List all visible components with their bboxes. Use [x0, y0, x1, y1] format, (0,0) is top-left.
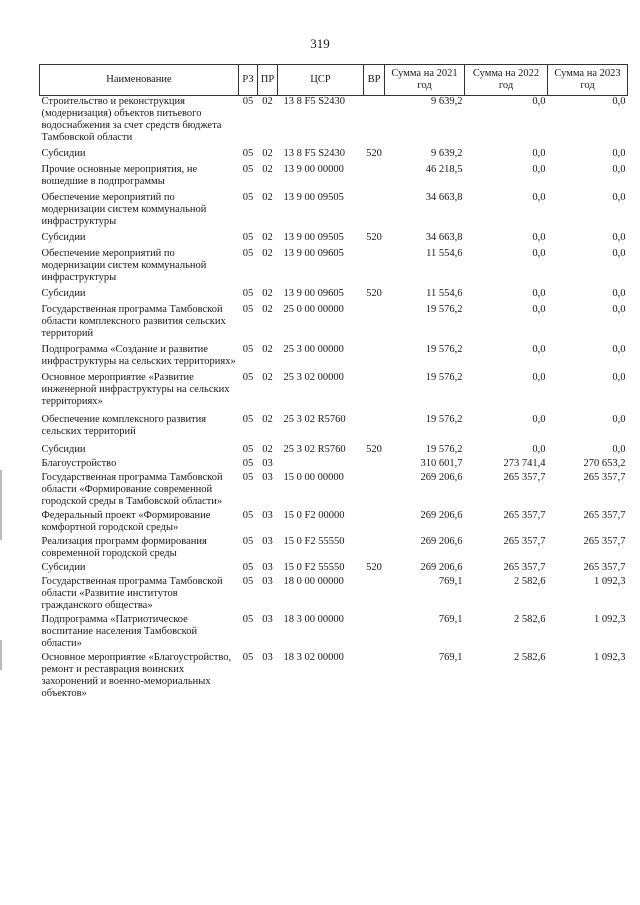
table-row: [40, 535, 628, 561]
cell-pr: 02: [262, 164, 273, 175]
cell-csr: 15 0 F2 55550: [283, 536, 345, 547]
cell-rz: 05: [242, 304, 254, 315]
cell-y2023: 1 092,3: [594, 652, 626, 663]
cell-y2022: 2 582,6: [514, 614, 546, 625]
cell-rz: 05: [242, 232, 254, 243]
cell-csr: 25 0 00 00000: [283, 304, 344, 315]
cell-name: Государственная программа Тамбовской области «Формирование современной городской среды в Тамбовской области»: [41, 472, 223, 507]
cell-y2023: 1 092,3: [594, 614, 626, 625]
cell-pr: 03: [262, 458, 273, 469]
cell-y2022: 0,0: [532, 192, 546, 203]
cell-y2023: 0,0: [612, 232, 626, 243]
header-rz: РЗ: [239, 65, 258, 96]
table-body: [40, 96, 628, 701]
header-name: Наименование: [40, 65, 239, 96]
cell-rz: 05: [242, 576, 254, 587]
cell-rz: 05: [242, 536, 254, 547]
cell-vr: [364, 613, 385, 651]
cell-y2023: 0,0: [612, 304, 626, 315]
table-row: [40, 246, 628, 286]
cell-y2021: 11 554,6: [426, 248, 463, 259]
cell-vr: 520: [366, 444, 382, 455]
cell-y2023: 265 357,7: [583, 510, 626, 521]
table-row: [40, 651, 628, 700]
cell-pr: 02: [262, 304, 273, 315]
cell-name: Обеспечение мероприятий по модернизации систем коммунальной инфраструктуры: [41, 248, 207, 283]
cell-y2021: 269 206,6: [420, 536, 463, 547]
cell-y2021: 9 639,2: [431, 148, 463, 159]
cell-y2022: 265 357,7: [503, 472, 546, 483]
cell-y2023: 265 357,7: [583, 472, 626, 483]
cell-csr: 25 3 02 00000: [283, 372, 344, 383]
cell-y2023: 0,0: [612, 344, 626, 355]
cell-csr: 18 0 00 00000: [283, 576, 344, 587]
cell-rz: 05: [242, 414, 254, 425]
cell-name: Прочие основные мероприятия, не вошедшие в подпрограммы: [41, 164, 198, 187]
cell-csr: 18 3 02 00000: [283, 652, 344, 663]
cell-csr: 15 0 00 00000: [283, 472, 344, 483]
table-row: [40, 370, 628, 411]
table-row: [40, 561, 628, 575]
cell-y2021: 11 554,6: [426, 288, 463, 299]
cell-rz: 05: [242, 148, 254, 159]
cell-pr: 03: [262, 536, 273, 547]
table-row: [40, 509, 628, 535]
cell-y2022: 0,0: [532, 96, 546, 107]
cell-rz: 05: [242, 510, 254, 521]
budget-table: [39, 64, 628, 700]
table-row: [40, 302, 628, 342]
cell-y2022: 265 357,7: [503, 562, 546, 573]
cell-csr: 25 3 02 R5760: [283, 414, 346, 425]
cell-y2023: 265 357,7: [583, 536, 626, 547]
cell-y2022: 0,0: [532, 148, 546, 159]
cell-vr: [364, 457, 385, 471]
cell-y2022: 0,0: [532, 304, 546, 315]
cell-y2023: 1 092,3: [594, 576, 626, 587]
cell-y2021: 19 576,2: [425, 344, 463, 355]
cell-csr: 15 0 F2 00000: [283, 510, 345, 521]
cell-vr: [364, 342, 385, 370]
cell-y2023: 0,0: [612, 192, 626, 203]
cell-rz: 05: [242, 562, 254, 573]
cell-y2021: 34 663,8: [425, 192, 463, 203]
cell-name: Федеральный проект «Формирование комфортной городской среды»: [41, 510, 211, 533]
cell-name: Основное мероприятие «Развитие инженерной инфраструктуры на сельских территориях»: [41, 372, 230, 407]
cell-name: Государственная программа Тамбовской области комплексного развития сельских территорий: [41, 304, 226, 339]
cell-y2021: 19 576,2: [425, 304, 463, 315]
header-2023: Сумма на 2023 год: [548, 65, 628, 96]
table-row: [40, 286, 628, 302]
cell-name: Основное мероприятие «Благоустройство, ремонт и реставрация воинских захоронений и военно-мемориальных объектов»: [41, 652, 232, 699]
cell-vr: [364, 190, 385, 230]
cell-y2022: 0,0: [532, 444, 546, 455]
cell-rz: 05: [242, 248, 254, 259]
cell-y2022: 0,0: [532, 248, 546, 259]
cell-y2023: 0,0: [612, 148, 626, 159]
cell-csr: 18 3 00 00000: [283, 614, 344, 625]
cell-vr: [364, 96, 385, 147]
cell-y2022: 0,0: [532, 344, 546, 355]
cell-y2021: 269 206,6: [420, 510, 463, 521]
table-row: [40, 162, 628, 190]
header-2022: Сумма на 2022 год: [465, 65, 548, 96]
cell-y2023: 0,0: [612, 164, 626, 175]
cell-y2023: 0,0: [612, 372, 626, 383]
cell-vr: [364, 370, 385, 411]
cell-rz: 05: [242, 164, 254, 175]
cell-pr: 03: [262, 614, 273, 625]
cell-y2022: 0,0: [532, 372, 546, 383]
cell-pr: 02: [262, 148, 273, 159]
header-vr: ВР: [364, 65, 385, 96]
cell-rz: 05: [242, 444, 254, 455]
margin-scan-mark: [0, 640, 2, 670]
cell-y2023: 270 653,2: [583, 458, 626, 469]
cell-y2021: 269 206,6: [420, 472, 463, 483]
cell-vr: 520: [366, 148, 382, 159]
cell-name: Благоустройство: [41, 458, 117, 469]
cell-pr: 02: [262, 288, 273, 299]
cell-rz: 05: [242, 372, 254, 383]
table-row: [40, 96, 628, 147]
cell-rz: 05: [242, 458, 254, 469]
table-row: [40, 230, 628, 246]
cell-csr: 25 3 00 00000: [283, 344, 344, 355]
cell-vr: [364, 246, 385, 286]
cell-name: Государственная программа Тамбовской области «Развитие институтов гражданского общества»: [41, 576, 223, 611]
cell-name: Субсидии: [41, 562, 86, 573]
cell-pr: 02: [262, 344, 273, 355]
cell-pr: 02: [262, 96, 273, 107]
cell-y2023: 0,0: [612, 444, 626, 455]
table-header-row: [40, 65, 628, 96]
cell-y2022: 0,0: [532, 232, 546, 243]
cell-pr: 03: [262, 576, 273, 587]
cell-pr: 03: [262, 652, 273, 663]
cell-vr: [364, 535, 385, 561]
cell-vr: [364, 651, 385, 700]
cell-y2021: 34 663,8: [425, 232, 463, 243]
cell-rz: 05: [242, 652, 254, 663]
cell-name: Подпрограмма «Патриотическое воспитание населения Тамбовской области»: [41, 614, 198, 649]
cell-vr: 520: [366, 562, 382, 573]
page-number: 319: [310, 36, 330, 51]
cell-csr: [278, 457, 364, 471]
cell-pr: 03: [262, 510, 273, 521]
cell-pr: 02: [262, 372, 273, 383]
cell-y2022: 2 582,6: [514, 652, 546, 663]
table-row: [40, 575, 628, 613]
cell-vr: [364, 575, 385, 613]
cell-rz: 05: [242, 472, 254, 483]
cell-vr: [364, 471, 385, 509]
cell-vr: [364, 509, 385, 535]
cell-y2021: 769,1: [438, 652, 463, 663]
cell-pr: 02: [262, 414, 273, 425]
cell-name: Субсидии: [41, 232, 86, 243]
cell-name: Субсидии: [41, 444, 86, 455]
cell-pr: 02: [262, 192, 273, 203]
cell-name: Строительство и реконструкция (модернизация) объектов питьевого водоснабжения за счет средств бюджета Тамбовской области: [41, 96, 222, 143]
cell-y2021: 769,1: [438, 576, 463, 587]
table-row: [40, 441, 628, 457]
cell-rz: 05: [242, 288, 254, 299]
cell-name: Реализация программ формирования современной городской среды: [41, 536, 207, 559]
cell-vr: 520: [366, 232, 382, 243]
cell-y2021: 269 206,6: [420, 562, 463, 573]
cell-y2023: 265 357,7: [583, 562, 626, 573]
cell-y2021: 9 639,2: [431, 96, 463, 107]
table-row: [40, 613, 628, 651]
cell-y2022: 265 357,7: [503, 510, 546, 521]
cell-y2021: 769,1: [438, 614, 463, 625]
cell-vr: [364, 302, 385, 342]
cell-y2021: 19 576,2: [425, 372, 463, 383]
cell-csr: 13 8 F5 S2430: [283, 148, 346, 159]
table-row: [40, 411, 628, 441]
table-row: [40, 342, 628, 370]
cell-rz: 05: [242, 192, 254, 203]
cell-csr: 13 9 00 09605: [283, 248, 344, 259]
cell-y2021: 46 218,5: [425, 164, 463, 175]
table-row: [40, 471, 628, 509]
cell-csr: 13 8 F5 S2430: [283, 96, 346, 107]
cell-csr: 13 9 00 09505: [283, 192, 344, 203]
header-csr: ЦСР: [278, 65, 364, 96]
cell-y2022: 0,0: [532, 414, 546, 425]
cell-y2022: 273 741,4: [503, 458, 546, 469]
header-2021: Сумма на 2021 год: [385, 65, 465, 96]
cell-vr: [364, 162, 385, 190]
table-row: [40, 146, 628, 162]
cell-name: Субсидии: [41, 148, 86, 159]
cell-y2023: 0,0: [612, 96, 626, 107]
cell-name: Подпрограмма «Создание и развитие инфраструктуры на сельских территориях»: [41, 344, 236, 367]
cell-pr: 02: [262, 232, 273, 243]
cell-y2021: 19 576,2: [425, 414, 463, 425]
cell-csr: 13 9 00 09505: [283, 232, 344, 243]
cell-pr: 02: [262, 248, 273, 259]
cell-vr: 520: [366, 288, 382, 299]
cell-y2021: 310 601,7: [420, 458, 463, 469]
cell-y2022: 2 582,6: [514, 576, 546, 587]
cell-y2022: 0,0: [532, 288, 546, 299]
cell-y2023: 0,0: [612, 248, 626, 259]
cell-y2021: 19 576,2: [425, 444, 463, 455]
cell-y2023: 0,0: [612, 288, 626, 299]
cell-pr: 02: [262, 444, 273, 455]
cell-csr: 13 9 00 09605: [283, 288, 344, 299]
cell-name: Обеспечение мероприятий по модернизации систем коммунальной инфраструктуры: [41, 192, 207, 227]
cell-pr: 03: [262, 562, 273, 573]
cell-y2022: 265 357,7: [503, 536, 546, 547]
cell-csr: 13 9 00 00000: [283, 164, 344, 175]
cell-rz: 05: [242, 614, 254, 625]
cell-csr: 25 3 02 R5760: [283, 444, 346, 455]
cell-vr: [364, 411, 385, 441]
margin-scan-mark: [0, 470, 2, 540]
table-row: [40, 190, 628, 230]
header-pr: ПР: [258, 65, 278, 96]
cell-rz: 05: [242, 344, 254, 355]
cell-y2023: 0,0: [612, 414, 626, 425]
cell-y2022: 0,0: [532, 164, 546, 175]
cell-pr: 03: [262, 472, 273, 483]
cell-name: Обеспечение комплексного развития сельских территорий: [41, 414, 207, 437]
cell-csr: 15 0 F2 55550: [283, 562, 345, 573]
cell-rz: 05: [242, 96, 254, 107]
cell-name: Субсидии: [41, 288, 86, 299]
table-row: [40, 457, 628, 471]
